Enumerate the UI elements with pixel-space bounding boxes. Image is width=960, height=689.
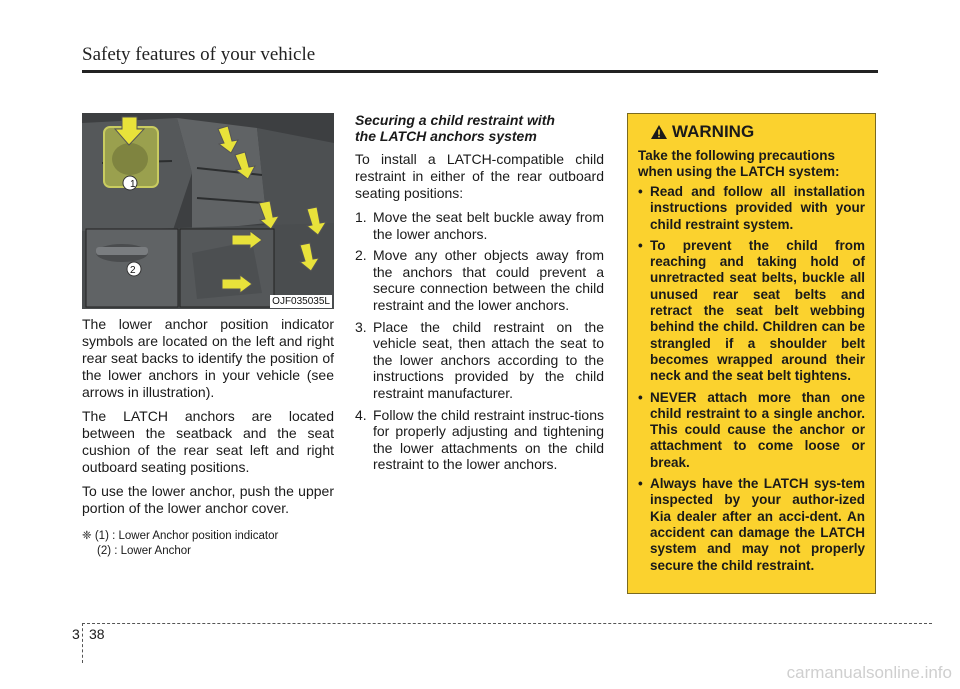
page-header-title: Safety features of your vehicle bbox=[82, 44, 316, 65]
section-title-line-2: the LATCH anchors system bbox=[355, 128, 537, 144]
section-intro: To install a LATCH-compatible child restraint in either of the rear outboard seating positions: bbox=[355, 151, 604, 201]
note-symbol: ❈ bbox=[82, 530, 92, 542]
warning-intro: Take the following precautions when using the LATCH system: bbox=[638, 148, 840, 179]
list-item bbox=[355, 319, 604, 402]
section-title bbox=[355, 112, 604, 144]
warning-item-text: Read and follow all installation instructions provided with your child restraint system. bbox=[650, 184, 865, 232]
figure-code: OJF035035L bbox=[272, 296, 330, 307]
step-number: 2. bbox=[355, 247, 367, 264]
list-item bbox=[638, 476, 865, 574]
paragraph-latch-location: The LATCH anchors are located between the seatback and the seat cushion of the rear seat left and right outboard seating positions. bbox=[82, 408, 334, 475]
page-number: 38 bbox=[89, 626, 105, 642]
section-title-line-1: Securing a child restraint with bbox=[355, 112, 555, 128]
warning-title: WARNING bbox=[672, 122, 755, 141]
figure-note bbox=[82, 529, 334, 559]
header-rule bbox=[82, 70, 878, 73]
list-item bbox=[638, 238, 865, 385]
step-number: 4. bbox=[355, 406, 367, 423]
chapter-number: 3 bbox=[72, 626, 80, 642]
bullet: • bbox=[638, 476, 643, 492]
step-number: 3. bbox=[355, 318, 367, 335]
warning-box bbox=[627, 113, 876, 594]
list-item bbox=[638, 184, 865, 233]
list-item bbox=[355, 247, 604, 313]
seat-anchor-illustration bbox=[82, 113, 334, 309]
step-text: Place the child restraint on the vehicle seat, then attach the seat to the lower anchors according to the instructions provided by the child restraint manufacturer. bbox=[373, 318, 604, 401]
step-text: Follow the child restraint instruc-tions for properly adjusting and tightening the lower attachments on the child restraint to the lower anchors. bbox=[373, 406, 604, 473]
middle-column bbox=[355, 112, 604, 478]
warning-item-text: NEVER attach more than one child restraint to a single anchor. This could cause the anchor or attachment to come loose or break. bbox=[650, 389, 865, 470]
step-text: Move any other objects away from the anchors that could prevent a secure connection between the child restraint and the lower anchors. bbox=[373, 247, 604, 313]
footer-rule bbox=[82, 623, 932, 624]
warning-list bbox=[638, 184, 865, 574]
bullet: • bbox=[638, 184, 643, 199]
illustration-drawing bbox=[82, 113, 334, 309]
warning-triangle-icon bbox=[650, 124, 668, 140]
list-item bbox=[355, 209, 604, 242]
note-line-2: (2) : Lower Anchor bbox=[97, 545, 191, 557]
paragraph-use-anchor: To use the lower anchor, push the upper portion of the lower anchor cover. bbox=[82, 483, 334, 516]
left-column bbox=[82, 316, 334, 559]
bullet: • bbox=[638, 389, 643, 405]
paragraph-anchor-position: The lower anchor position indicator symbols are located on the left and right rear seat backs to identify the position of the lower anchors in your vehicle (see arrows in illustration). bbox=[82, 316, 334, 400]
warning-item-text: Always have the LATCH sys-tem inspected by your author-ized Kia dealer after an acci-dent. An accident can damage the LATCH system and may not properly secure the child restraint. bbox=[650, 476, 865, 573]
footer-divider bbox=[82, 623, 83, 663]
bullet: • bbox=[638, 237, 643, 253]
note-line-1 bbox=[82, 529, 334, 544]
warning-item-text: To prevent the child from reaching and taking hold of unretracted seat belts, buckle all unused rear seat belts and retract the seat belt webbing behind the child. Children can be strangled if a shoulder belt becomes wrapped around their neck and the seat belt tightens. bbox=[650, 237, 865, 384]
note-text-1: (1) : Lower Anchor position indicator bbox=[94, 530, 279, 542]
step-number: 1. bbox=[355, 209, 367, 225]
watermark: carmanualsonline.info bbox=[786, 663, 952, 682]
callout-1-label: 1 bbox=[130, 179, 136, 190]
steps-list bbox=[355, 209, 604, 473]
step-text: Move the seat belt buckle away from the lower anchors. bbox=[373, 209, 604, 242]
list-item bbox=[355, 407, 604, 473]
warning-header bbox=[650, 122, 865, 142]
callout-2-label: 2 bbox=[130, 265, 136, 276]
list-item bbox=[638, 390, 865, 471]
